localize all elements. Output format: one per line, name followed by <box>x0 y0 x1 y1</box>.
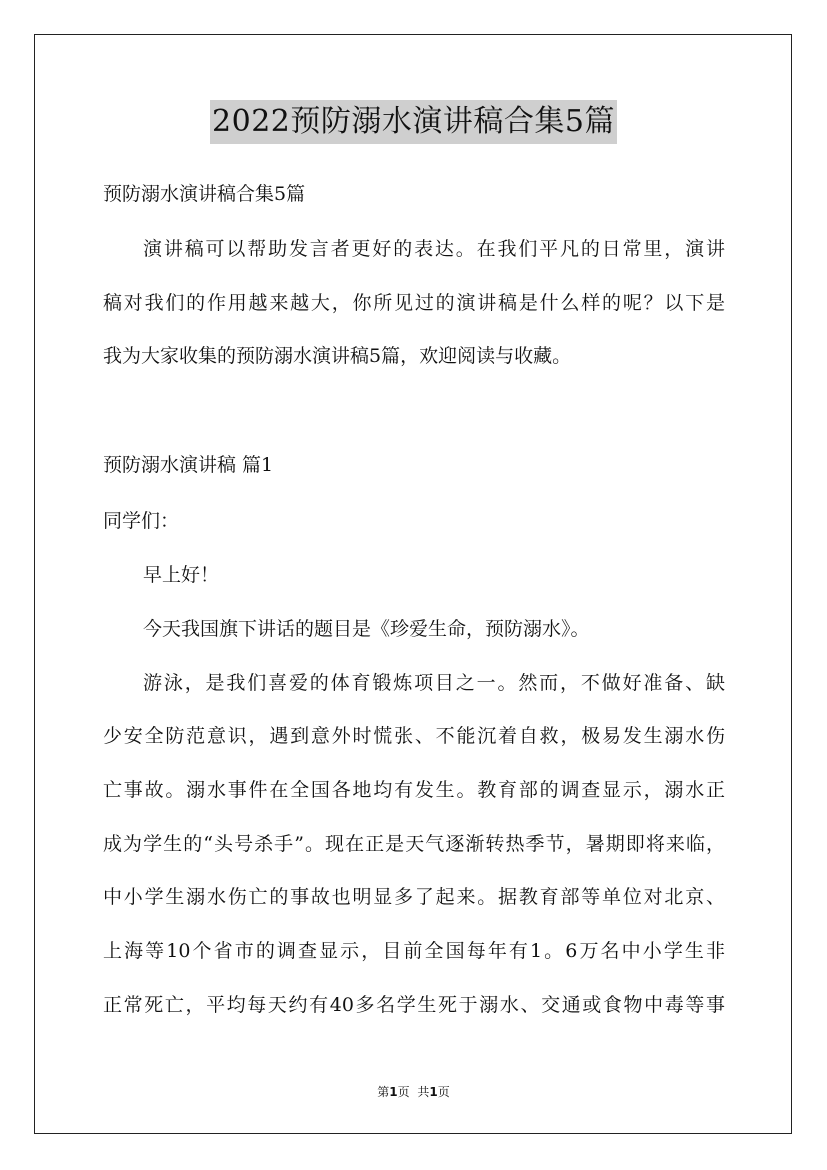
footer-total-prefix: 共 <box>417 1085 430 1099</box>
body-line: 成为学生的“头号杀手”。现在正是天气逐渐转热季节，暑期即将来临， <box>103 833 725 855</box>
footer-page-suffix: 页 <box>397 1085 410 1099</box>
intro-line: 我为大家收集的预防溺水演讲稿5篇，欢迎阅读与收藏。 <box>103 345 572 367</box>
intro-line: 演讲稿可以帮助发言者更好的表达。在我们平凡的日常里，演讲 <box>143 238 725 260</box>
body-line: 中小学生溺水伤亡的事故也明显多了起来。据教育部等单位对北京、 <box>103 886 725 908</box>
topic-line: 今天我国旗下讲话的题目是《珍爱生命，预防溺水》。 <box>143 618 590 640</box>
body-line: 游泳，是我们喜爱的体育锻炼项目之一。然而，不做好准备、缺 <box>143 672 725 694</box>
intro-line: 稿对我们的作用越来越大，你所见过的演讲稿是什么样的呢？以下是 <box>103 292 725 314</box>
body-line: 亡事故。溺水事件在全国各地均有发生。教育部的调查显示，溺水正 <box>103 779 725 801</box>
body-line: 上海等10个省市的调查显示，目前全国每年有1。6万名中小学生非 <box>103 940 725 962</box>
footer-total-pages: 1 <box>429 1085 438 1099</box>
greeting: 早上好！ <box>143 564 220 586</box>
document-title: 2022预防溺水演讲稿合集5篇 <box>210 100 617 144</box>
body-line: 少安全防范意识，遇到意外时慌张、不能沉着自救，极易发生溺水伤 <box>103 725 725 747</box>
body-line: 正常死亡，平均每天约有40多名学生死于溺水、交通或食物中毒等事 <box>103 994 725 1016</box>
footer-page-number: 1 <box>389 1085 398 1099</box>
section-heading: 预防溺水演讲稿 篇1 <box>103 454 274 476</box>
footer-total-suffix: 页 <box>437 1085 450 1099</box>
title-container <box>0 100 827 144</box>
footer-page-prefix: 第 <box>377 1085 390 1099</box>
page-footer <box>0 1084 827 1100</box>
document-subtitle: 预防溺水演讲稿合集5篇 <box>103 183 306 205</box>
salutation: 同学们： <box>103 510 180 532</box>
